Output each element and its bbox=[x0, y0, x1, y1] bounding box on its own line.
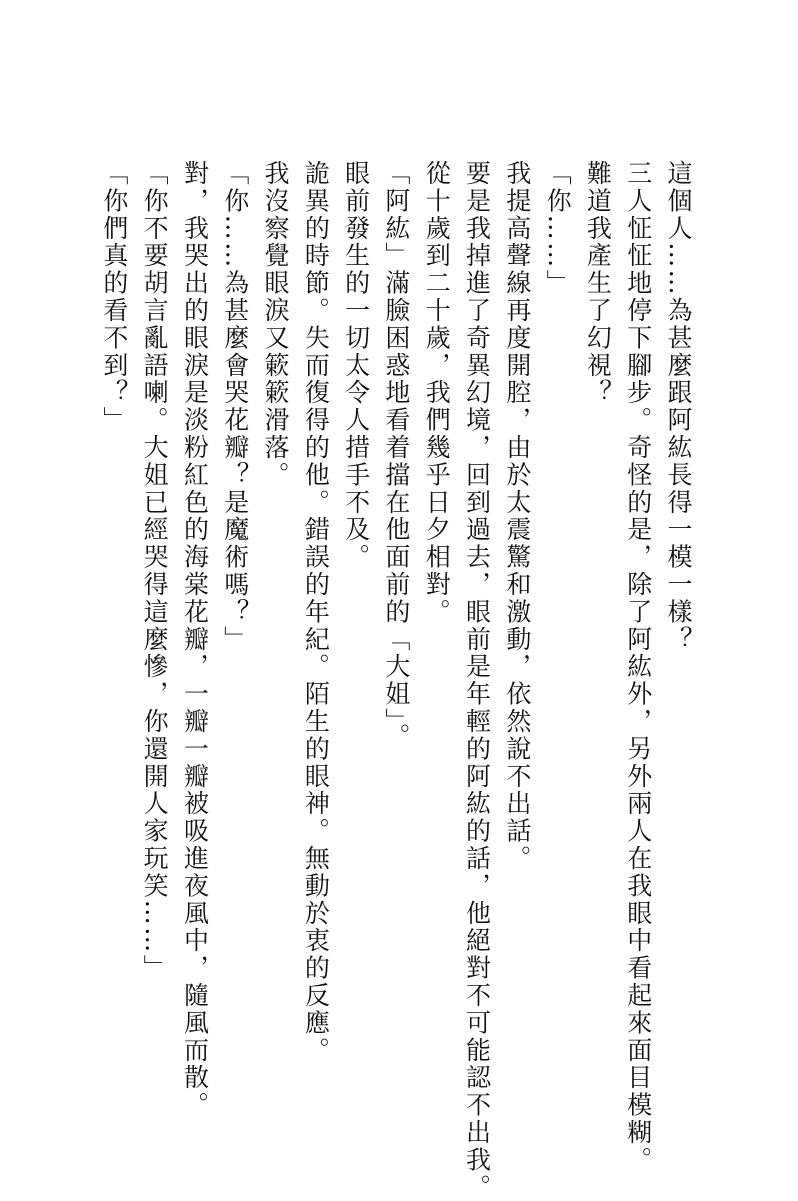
text-line-11: 我沒察覺眼淚又簌簌滑落。 bbox=[261, 160, 291, 489]
text-line-10: 詭異的時節。失而復得的他。錯誤的年紀。陌生的眼神。無動於衷的反應。 bbox=[301, 160, 331, 1065]
text-line-5: 我提高聲線再度開腔，由於太震驚和激動，依然說不出話。 bbox=[502, 160, 532, 873]
text-line-14: 「你不要胡言亂語喇。大姐已經哭得這麼慘，你還開人家玩笑……」 bbox=[140, 160, 170, 982]
vertical-text-body bbox=[94, 160, 698, 1201]
text-line-8: 「阿紘」滿臉困惑地看着擋在他面前的「大姐」。 bbox=[381, 160, 411, 751]
text-line-3: 難道我產生了幻視？ bbox=[583, 160, 613, 407]
text-line-2: 三人怔怔地停下腳步。奇怪的是，除了阿紘外，另外兩人在我眼中看起來面目模糊。 bbox=[623, 160, 653, 1174]
text-line-7: 從十歲到二十歲，我們幾乎日夕相對。 bbox=[422, 160, 452, 626]
text-line-6: 要是我掉進了奇異幻境，回到過去，眼前是年輕的阿紘的話，他絕對不可能認不出我。 bbox=[462, 160, 492, 1201]
text-line-9: 眼前發生的一切太令人措手不及。 bbox=[341, 160, 371, 571]
text-line-15: 「你們真的看不到？」 bbox=[99, 160, 129, 434]
text-line-12: 「你……為甚麼會哭花瓣？是魔術嗎？」 bbox=[220, 160, 250, 654]
text-line-1: 這個人……為甚麼跟阿紘長得一模一樣？ bbox=[664, 160, 693, 654]
text-line-13: 對，我哭出的眼淚是淡粉紅色的海棠花瓣，一瓣一瓣被吸進夜風中，隨風而散。 bbox=[180, 160, 210, 1119]
text-line-4: 「你……」 bbox=[543, 160, 573, 297]
